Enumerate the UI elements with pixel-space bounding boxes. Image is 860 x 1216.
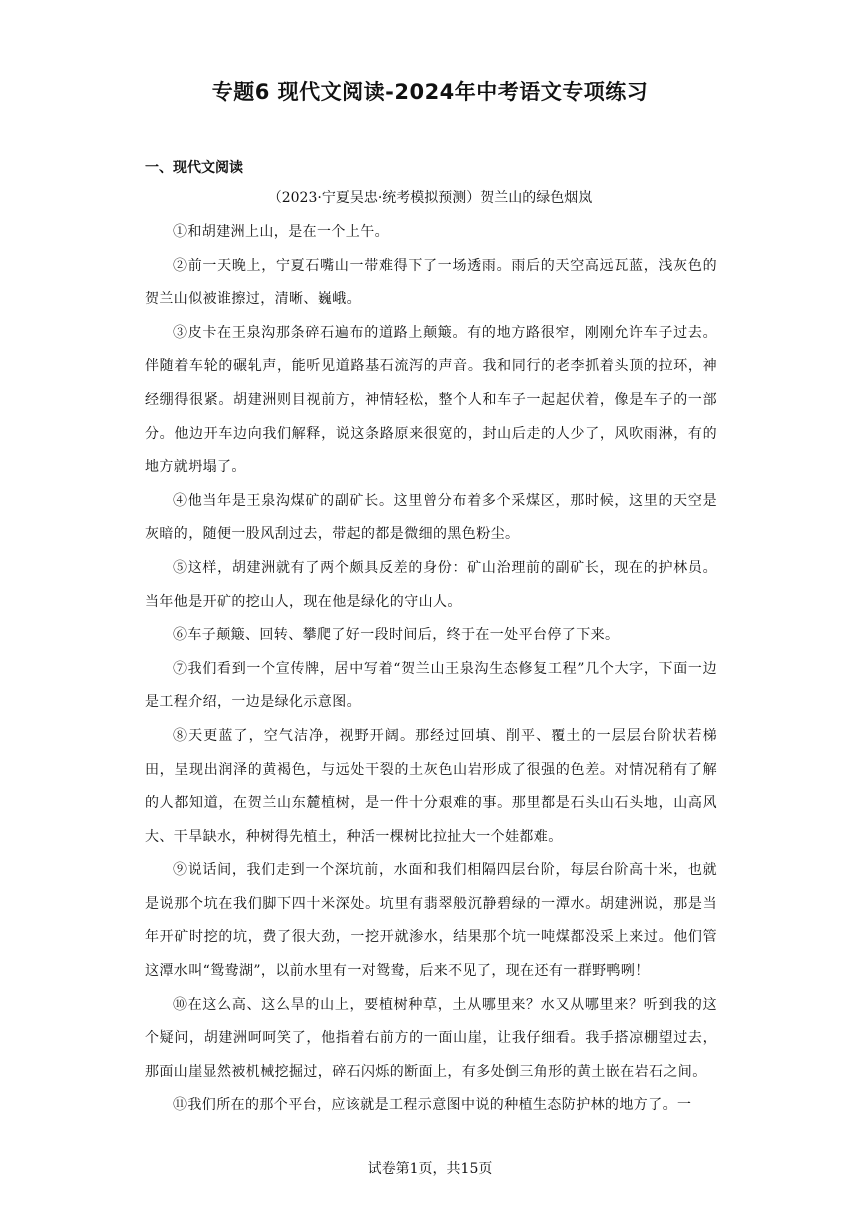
page-title: 专题6 现代文阅读-2024年中考语文专项练习 [211, 80, 649, 104]
passage-source-title: （2023·宁夏吴忠·统考模拟预测）贺兰山的绿色烟岚 [267, 190, 593, 206]
paragraph-2: ②前一天晚上，宁夏石嘴山一带难得下了一场透雨。雨后的天空高远瓦蓝，浅灰色的贺兰山似被谁擦过，清晰、巍峨。 [145, 257, 717, 308]
passage-body [145, 216, 717, 1123]
paragraph-11: ⑪我们所在的那个平台，应该就是工程示意图中说的种植生态防护林的地方了。一 [173, 1097, 692, 1114]
paragraph-1: ①和胡建洲上山，是在一个上午。 [173, 224, 389, 240]
paragraph-3: ③皮卡在王泉沟那条碎石遍布的道路上颠簸。有的地方路很窄，刚刚允许车子过去。伴随着车轮的碾轧声，能听见道路基石流泻的声音。我和同行的老李抓着头顶的拉环，神经绷得很紧。胡建洲则目视前方，神情轻松，整个人和车子一起起伏着，像是车子的一部分。他边开车边向我们解释，说这条路原来很宽的，封山后走的人少了，风吹雨淋，有的地方就坍塌了。 [145, 324, 717, 476]
paragraph-9: ⑨说话间，我们走到一个深坑前，水面和我们相隔四层台阶，每层台阶高十米，也就是说那个坑在我们脚下四十米深处。坑里有翡翠般沉静碧绿的一潭水。胡建洲说，那是当年开矿时挖的坑，费了很大劲，一挖开就渗水，结果那个坑一吨煤都没采上来过。他们管这潭水叫“鸳鸯湖”，以前水里有一对鸳鸯，后来不见了，现在还有一群野鸭咧！ [145, 862, 717, 980]
paragraph-8: ⑧天更蓝了，空气洁净，视野开阔。那经过回填、削平、覆土的一层层台阶状若梯田，呈现出润泽的黄褐色，与远处干裂的土灰色山岩形成了很强的色差。对情况稍有了解的人都知道，在贺兰山东麓植树，是一件十分艰难的事。那里都是石头山石头地，山高风大、干旱缺水，种树得先植土，种活一棵树比拉扯大一个娃都难。 [145, 727, 717, 845]
paragraph-4: ④他当年是王泉沟煤矿的副矿长。这里曾分布着多个采煤区，那时候，这里的天空是灰暗的，随便一股风刮过去，带起的都是微细的黑色粉尘。 [145, 492, 717, 543]
paragraph-6: ⑥车子颠簸、回转、攀爬了好一段时间后，终于在一处平台停了下来。 [173, 627, 620, 644]
paragraph-7: ⑦我们看到一个宣传牌，居中写着“贺兰山王泉沟生态修复工程”几个大字，下面一边是工程介绍，一边是绿化示意图。 [145, 660, 717, 711]
page-footer: 试卷第1页，共15页 [367, 1161, 493, 1177]
paragraph-5: ⑤这样，胡建洲就有了两个颇具反差的身份：矿山治理前的副矿长，现在的护林员。当年他是开矿的挖山人，现在他是绿化的守山人。 [145, 559, 717, 610]
section-heading: 一、现代文阅读 [145, 160, 243, 176]
paragraph-10: ⑩在这么高、这么旱的山上，要植树种草，土从哪里来？水又从哪里来？听到我的这个疑问，胡建洲呵呵笑了，他指着右前方的一面山崖，让我仔细看。我手搭凉棚望过去，那面山崖显然被机械挖掘过，碎石闪烁的断面上，有多处倒三角形的黄土嵌在岩石之间。 [145, 996, 717, 1080]
